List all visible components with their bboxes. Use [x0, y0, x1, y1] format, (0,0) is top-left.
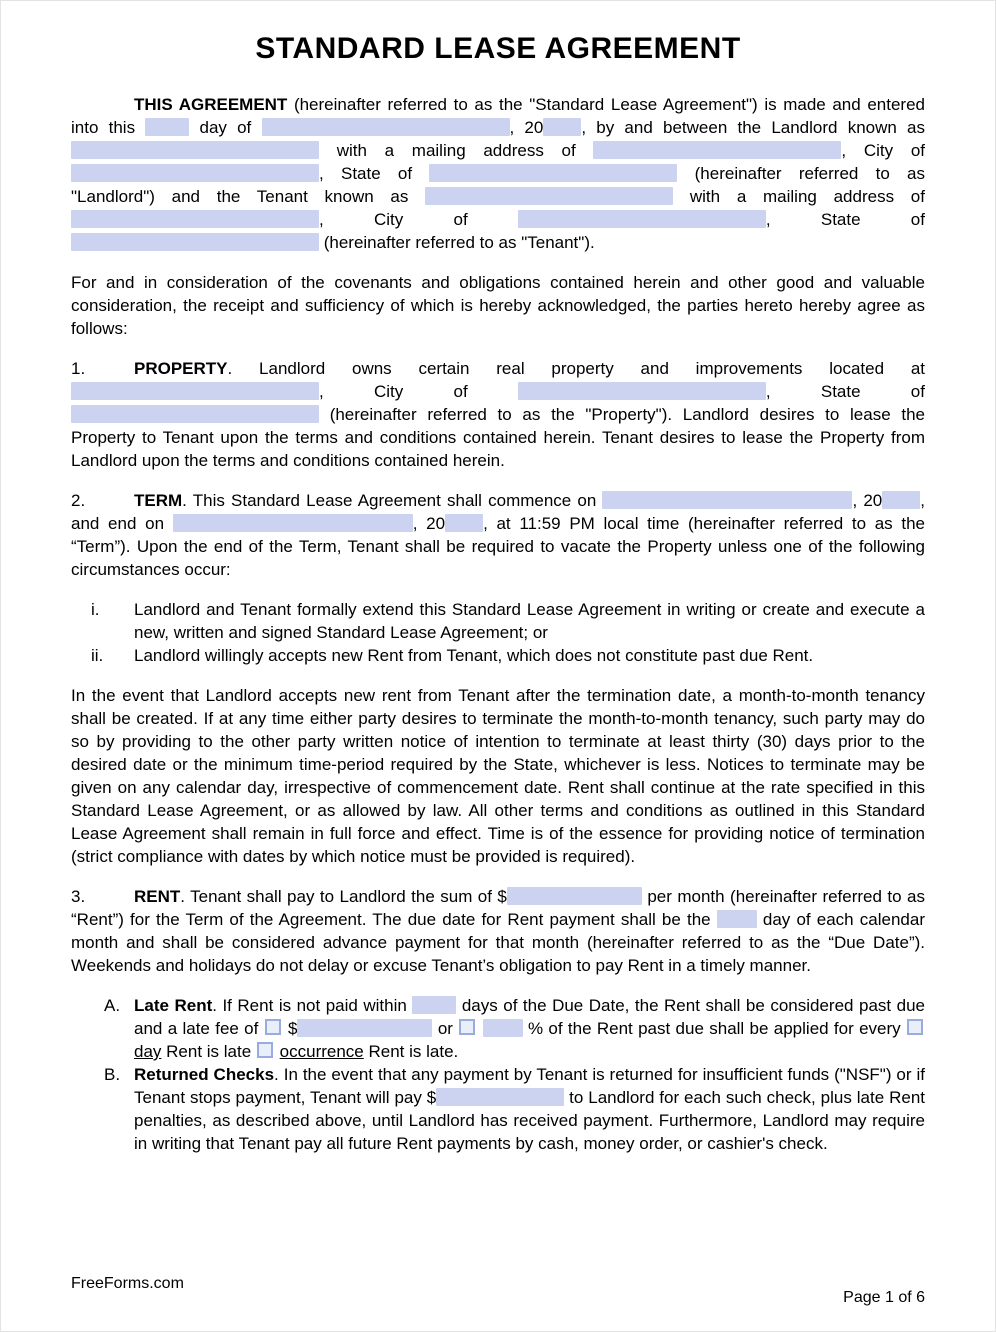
text-segment: . If Rent is not paid within [212, 996, 413, 1015]
text-segment: with a mailing address of [673, 187, 925, 206]
item-label: i. [91, 600, 100, 619]
text-segment: Rent is late. [363, 1042, 459, 1061]
page-number: Page 1 of 6 [843, 1289, 925, 1306]
text-segment: , State of [765, 210, 925, 229]
section-term [71, 489, 925, 581]
text-segment: , State of [765, 382, 925, 401]
form-blank[interactable] [507, 887, 642, 905]
term-condition-ii [71, 644, 925, 667]
form-blank[interactable] [483, 1019, 523, 1037]
checkbox[interactable] [459, 1019, 475, 1035]
intro-paragraph [71, 93, 925, 254]
month-to-month-paragraph [71, 684, 925, 868]
text-segment: , State of [319, 164, 430, 183]
text-segment: occurrence [279, 1042, 364, 1061]
text-segment: . Landlord owns certain real property and improvements located at [227, 359, 925, 378]
form-blank[interactable] [518, 382, 766, 400]
text-segment: . This Standard Lease Agreement shall commence on [182, 491, 603, 510]
bold-text: RENT [134, 887, 181, 906]
form-blank[interactable] [297, 1019, 432, 1037]
text-segment: day of [189, 118, 262, 137]
text-segment: (hereinafter referred to as "Landlord") and the Tenant known as [71, 164, 926, 206]
section-rent [71, 885, 925, 977]
text-segment: , 20 [412, 514, 446, 533]
form-blank[interactable] [717, 910, 757, 928]
text-segment: Landlord willingly accepts new Rent from Tenant, which does not constitute past due Rent. [134, 646, 814, 665]
form-blank[interactable] [71, 405, 319, 423]
bold-text: PROPERTY [134, 359, 228, 378]
text-segment: day [134, 1042, 162, 1061]
text-segment: Landlord and Tenant formally extend this Standard Lease Agreement in writing or create and execute a new, written and signed Standard Lease Agreement; or [134, 600, 925, 642]
item-label: A. [104, 996, 121, 1015]
form-blank[interactable] [71, 164, 319, 182]
text-segment: % of the Rent past due shall be applied for every [522, 1019, 907, 1038]
text-segment [477, 1019, 482, 1038]
text-segment: (hereinafter referred to as the "Standard Lease Agreement") is made and entered into this [71, 95, 925, 137]
late-rent-item [71, 994, 925, 1063]
form-blank[interactable] [445, 514, 483, 532]
text-segment: . Tenant shall pay to Landlord the sum of $ [180, 887, 507, 906]
term-condition-i [71, 598, 925, 644]
form-blank[interactable] [882, 491, 920, 509]
item-label: B. [104, 1065, 121, 1084]
text-segment: Rent is late [161, 1042, 256, 1061]
form-blank[interactable] [71, 382, 319, 400]
text-segment: For and in consideration of the covenants and obligations contained herein and other good and valuable consideration, the receipt and sufficiency of which is hereby acknowledged, the parties hereto hereby agree as follows: [71, 273, 925, 338]
form-blank[interactable] [412, 996, 456, 1014]
bold-text: THIS AGREEMENT [134, 95, 288, 114]
text-segment: (hereinafter referred to as "Tenant"). [319, 233, 595, 252]
text-segment: , City of [841, 141, 926, 160]
text-segment: , City of [319, 382, 518, 401]
text-segment: or [432, 1019, 459, 1038]
text-segment: , 20 [509, 118, 544, 137]
form-blank[interactable] [71, 233, 319, 251]
text-segment: with a mailing address of [319, 141, 594, 160]
item-label: 3. [71, 887, 86, 906]
text-segment: days of the Due Date, the Rent shall be considered past due and a late fee of [134, 996, 925, 1038]
checkbox[interactable] [265, 1019, 281, 1035]
section-property [71, 357, 925, 472]
text-segment: , at 11:59 PM local time (hereinafter referred to as the “Term”). Upon the end of the Term, Tenant shall be required to vacate the Property unless one of the following circumstances occur: [71, 514, 925, 579]
text-segment: . In the event that any payment by Tenant is returned for insufficient funds ("NSF") or if Tenant stops payment, Tenant will pay $ [134, 1065, 925, 1107]
text-segment: to Landlord for each such check, plus late Rent penalties, as described above, until Landlord has received payment. Furthermore, Landlord may require in writing that Tenant pay all future Rent payments by cash, money order, or cashier's check. [134, 1088, 925, 1153]
checkbox[interactable] [257, 1042, 273, 1058]
form-blank[interactable] [436, 1088, 564, 1106]
bold-text: Returned Checks [134, 1065, 275, 1084]
text-segment: In the event that Landlord accepts new rent from Tenant after the termination date, a month-to-month tenancy shall be created. If at any time either party desires to terminate the month-to-month tenancy, such party may do so by providing to the other party written notice of intention to terminate at least thirty (30) days prior to the desired date or the minimum time-period required by the State, whichever is less. Notices to terminate may be given on any calendar day, irrespective of commencement date. Rent shall continue at the rate specified in this Standard Lease Agreement, or as allowed by law. All other terms and conditions as outlined in this Standard Lease Agreement shall remain in full force and effect. Time is of the essence for providing notice of termination (strict compliance with dates by which notice must be provided is required). [71, 686, 925, 866]
text-segment: , by and between the Landlord known as [581, 118, 925, 137]
form-blank[interactable] [543, 118, 581, 136]
text-segment: (hereinafter referred to as the "Property"). Landlord desires to lease the Property to Tenant upon the terms and conditions contained herein. Tenant desires to lease the Property from Landlord upon the terms and conditions contained herein. [71, 405, 925, 470]
document-title: STANDARD LEASE AGREEMENT [255, 32, 741, 65]
form-blank[interactable] [262, 118, 510, 136]
form-blank[interactable] [518, 210, 766, 228]
form-blank[interactable] [71, 141, 319, 159]
form-blank[interactable] [145, 118, 189, 136]
document-body [71, 93, 925, 1155]
text-segment: $ [282, 1019, 298, 1038]
text-segment: , 20 [852, 491, 883, 510]
bold-text: TERM [134, 491, 183, 510]
checkbox[interactable] [907, 1019, 923, 1035]
item-label: 2. [71, 491, 86, 510]
bold-text: Late Rent [134, 996, 213, 1015]
form-blank[interactable] [71, 210, 319, 228]
text-segment: , City of [319, 210, 518, 229]
item-label: ii. [91, 646, 104, 665]
form-blank[interactable] [429, 164, 677, 182]
form-blank[interactable] [425, 187, 673, 205]
text-segment: , and end on [71, 491, 925, 533]
text-segment: per month (hereinafter referred to as “Rent”) for the Term of the Agreement. The due date for Rent payment shall be the [71, 887, 926, 929]
text-segment: day of each calendar month and shall be considered advance payment for that month (hereinafter referred to as the “Due Date”). Weekends and holidays do not delay or excuse Tenant’s obligation to pay Rent in a timely manner. [71, 910, 925, 975]
footer-brand: FreeForms.com [71, 1275, 184, 1292]
form-blank[interactable] [173, 514, 413, 532]
consideration-paragraph [71, 271, 925, 340]
form-blank[interactable] [602, 491, 852, 509]
item-label: 1. [71, 359, 86, 378]
returned-checks-item [71, 1063, 925, 1155]
form-blank[interactable] [593, 141, 841, 159]
